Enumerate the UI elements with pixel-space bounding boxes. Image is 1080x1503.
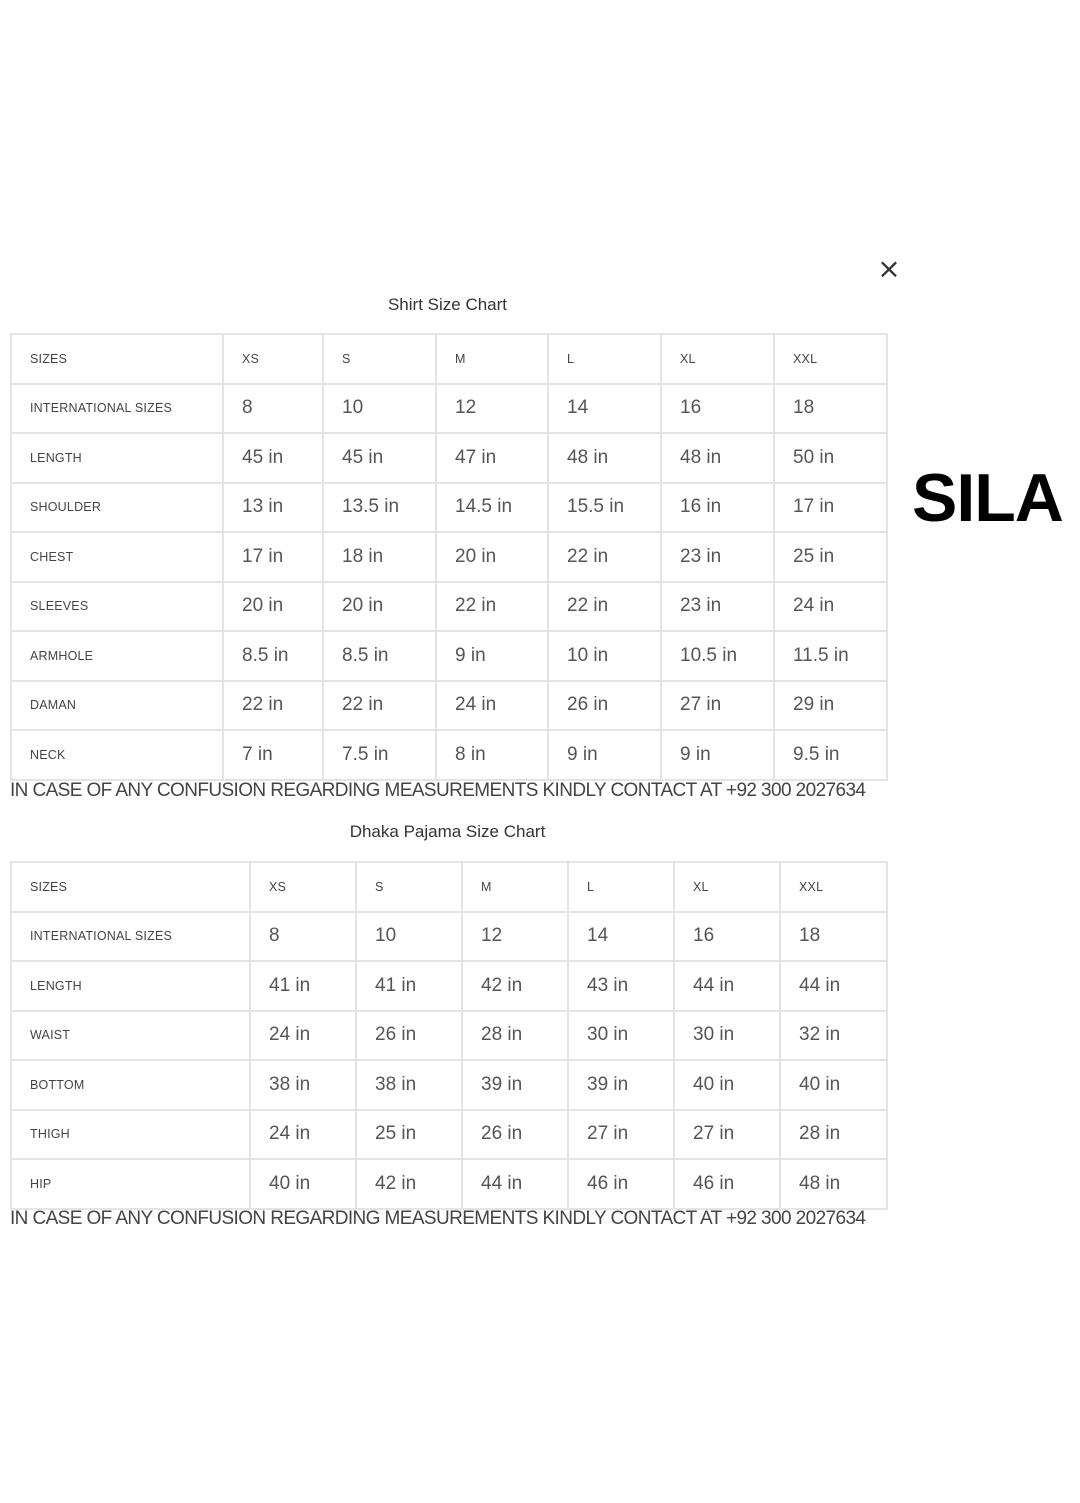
table-header-cell: SIZES xyxy=(11,334,223,384)
table-cell: 20 in xyxy=(223,582,323,632)
table-cell: 16 xyxy=(661,384,774,434)
table-cell: 22 in xyxy=(436,582,548,632)
table-header-cell: XS xyxy=(223,334,323,384)
table-cell: 38 in xyxy=(250,1060,356,1110)
table-header-cell: XXL xyxy=(780,862,887,912)
table-cell: 42 in xyxy=(356,1159,462,1209)
table-cell: 44 in xyxy=(674,961,780,1011)
row-label: LENGTH xyxy=(11,961,250,1011)
table-cell: 43 in xyxy=(568,961,674,1011)
table-row xyxy=(11,532,887,582)
table-cell: 8.5 in xyxy=(223,631,323,681)
brand-logo: SILA xyxy=(912,460,1063,536)
shirt-size-table xyxy=(10,333,888,781)
row-label: THIGH xyxy=(11,1110,250,1160)
table-cell: 38 in xyxy=(356,1060,462,1110)
table-cell: 17 in xyxy=(223,532,323,582)
row-label: HIP xyxy=(11,1159,250,1209)
row-label: WAIST xyxy=(11,1011,250,1061)
table-cell: 22 in xyxy=(548,582,661,632)
table-cell: 23 in xyxy=(661,582,774,632)
table-cell: 50 in xyxy=(774,433,887,483)
table-header-cell: SIZES xyxy=(11,862,250,912)
table-cell: 42 in xyxy=(462,961,568,1011)
table-cell: 14 xyxy=(568,912,674,962)
pajama-chart-title: Dhaka Pajama Size Chart xyxy=(349,822,546,841)
table-cell: 15.5 in xyxy=(548,483,661,533)
table-cell: 18 xyxy=(780,912,887,962)
table-cell: 20 in xyxy=(323,582,436,632)
shirt-contact-note: IN CASE OF ANY CONFUSION REGARDING MEASUREMENTS KINDLY CONTACT AT +92 300 2027634 xyxy=(10,780,866,801)
table-cell: 12 xyxy=(462,912,568,962)
table-header-cell: M xyxy=(436,334,548,384)
row-label: SLEEVES xyxy=(11,582,223,632)
table-cell: 48 in xyxy=(780,1159,887,1209)
row-label: ARMHOLE xyxy=(11,631,223,681)
table-header-cell: L xyxy=(568,862,674,912)
row-label: INTERNATIONAL SIZES xyxy=(11,384,223,434)
table-cell: 23 in xyxy=(661,532,774,582)
table-header-cell: L xyxy=(548,334,661,384)
table-cell: 10 xyxy=(356,912,462,962)
table-cell: 10 in xyxy=(548,631,661,681)
table-cell: 18 in xyxy=(323,532,436,582)
table-header-cell: XXL xyxy=(774,334,887,384)
shirt-chart-title: Shirt Size Chart xyxy=(387,295,508,314)
table-cell: 24 in xyxy=(250,1110,356,1160)
table-cell: 30 in xyxy=(674,1011,780,1061)
table-row xyxy=(11,961,887,1011)
table-cell: 26 in xyxy=(356,1011,462,1061)
table-cell: 32 in xyxy=(780,1011,887,1061)
table-cell: 11.5 in xyxy=(774,631,887,681)
table-cell: 9.5 in xyxy=(774,730,887,780)
table-cell: 28 in xyxy=(780,1110,887,1160)
table-cell: 17 in xyxy=(774,483,887,533)
table-cell: 28 in xyxy=(462,1011,568,1061)
table-cell: 30 in xyxy=(568,1011,674,1061)
table-cell: 8 xyxy=(223,384,323,434)
table-row xyxy=(11,1159,887,1209)
table-cell: 47 in xyxy=(436,433,548,483)
table-cell: 39 in xyxy=(462,1060,568,1110)
table-row xyxy=(11,483,887,533)
table-cell: 10 xyxy=(323,384,436,434)
table-cell: 8 xyxy=(250,912,356,962)
table-cell: 44 in xyxy=(780,961,887,1011)
table-cell: 8.5 in xyxy=(323,631,436,681)
close-icon[interactable]: × xyxy=(877,252,901,285)
pajama-size-table xyxy=(10,861,888,1210)
table-cell: 44 in xyxy=(462,1159,568,1209)
table-cell: 22 in xyxy=(548,532,661,582)
table-row xyxy=(11,1110,887,1160)
table-cell: 45 in xyxy=(223,433,323,483)
row-label: NECK xyxy=(11,730,223,780)
table-cell: 22 in xyxy=(323,681,436,731)
table-cell: 24 in xyxy=(250,1011,356,1061)
table-cell: 7.5 in xyxy=(323,730,436,780)
table-cell: 25 in xyxy=(774,532,887,582)
table-row xyxy=(11,631,887,681)
table-header-row xyxy=(11,334,887,384)
table-cell: 9 in xyxy=(548,730,661,780)
table-cell: 12 xyxy=(436,384,548,434)
table-header-row xyxy=(11,862,887,912)
table-cell: 41 in xyxy=(356,961,462,1011)
table-row xyxy=(11,912,887,962)
table-cell: 26 in xyxy=(462,1110,568,1160)
table-cell: 25 in xyxy=(356,1110,462,1160)
table-row xyxy=(11,730,887,780)
table-row xyxy=(11,384,887,434)
table-cell: 13.5 in xyxy=(323,483,436,533)
table-cell: 18 xyxy=(774,384,887,434)
table-cell: 9 in xyxy=(661,730,774,780)
table-cell: 24 in xyxy=(774,582,887,632)
table-cell: 20 in xyxy=(436,532,548,582)
row-label: LENGTH xyxy=(11,433,223,483)
table-cell: 27 in xyxy=(568,1110,674,1160)
table-row xyxy=(11,582,887,632)
table-cell: 8 in xyxy=(436,730,548,780)
table-cell: 29 in xyxy=(774,681,887,731)
table-row xyxy=(11,433,887,483)
table-cell: 27 in xyxy=(674,1110,780,1160)
table-cell: 40 in xyxy=(780,1060,887,1110)
table-cell: 39 in xyxy=(568,1060,674,1110)
table-cell: 46 in xyxy=(568,1159,674,1209)
table-cell: 16 in xyxy=(661,483,774,533)
table-cell: 40 in xyxy=(674,1060,780,1110)
table-cell: 22 in xyxy=(223,681,323,731)
table-cell: 40 in xyxy=(250,1159,356,1209)
table-cell: 14 xyxy=(548,384,661,434)
row-label: DAMAN xyxy=(11,681,223,731)
row-label: BOTTOM xyxy=(11,1060,250,1110)
table-row xyxy=(11,681,887,731)
table-cell: 45 in xyxy=(323,433,436,483)
table-row xyxy=(11,1011,887,1061)
table-cell: 46 in xyxy=(674,1159,780,1209)
table-header-cell: M xyxy=(462,862,568,912)
table-cell: 10.5 in xyxy=(661,631,774,681)
table-cell: 16 xyxy=(674,912,780,962)
table-cell: 14.5 in xyxy=(436,483,548,533)
table-header-cell: XS xyxy=(250,862,356,912)
table-cell: 7 in xyxy=(223,730,323,780)
row-label: SHOULDER xyxy=(11,483,223,533)
table-cell: 48 in xyxy=(548,433,661,483)
table-header-cell: XL xyxy=(661,334,774,384)
table-header-cell: XL xyxy=(674,862,780,912)
table-cell: 27 in xyxy=(661,681,774,731)
table-cell: 48 in xyxy=(661,433,774,483)
table-cell: 13 in xyxy=(223,483,323,533)
table-header-cell: S xyxy=(356,862,462,912)
table-cell: 26 in xyxy=(548,681,661,731)
table-cell: 9 in xyxy=(436,631,548,681)
pajama-contact-note: IN CASE OF ANY CONFUSION REGARDING MEASUREMENTS KINDLY CONTACT AT +92 300 2027634 xyxy=(10,1208,866,1229)
table-row xyxy=(11,1060,887,1110)
table-cell: 24 in xyxy=(436,681,548,731)
table-header-cell: S xyxy=(323,334,436,384)
table-cell: 41 in xyxy=(250,961,356,1011)
row-label: INTERNATIONAL SIZES xyxy=(11,912,250,962)
row-label: CHEST xyxy=(11,532,223,582)
